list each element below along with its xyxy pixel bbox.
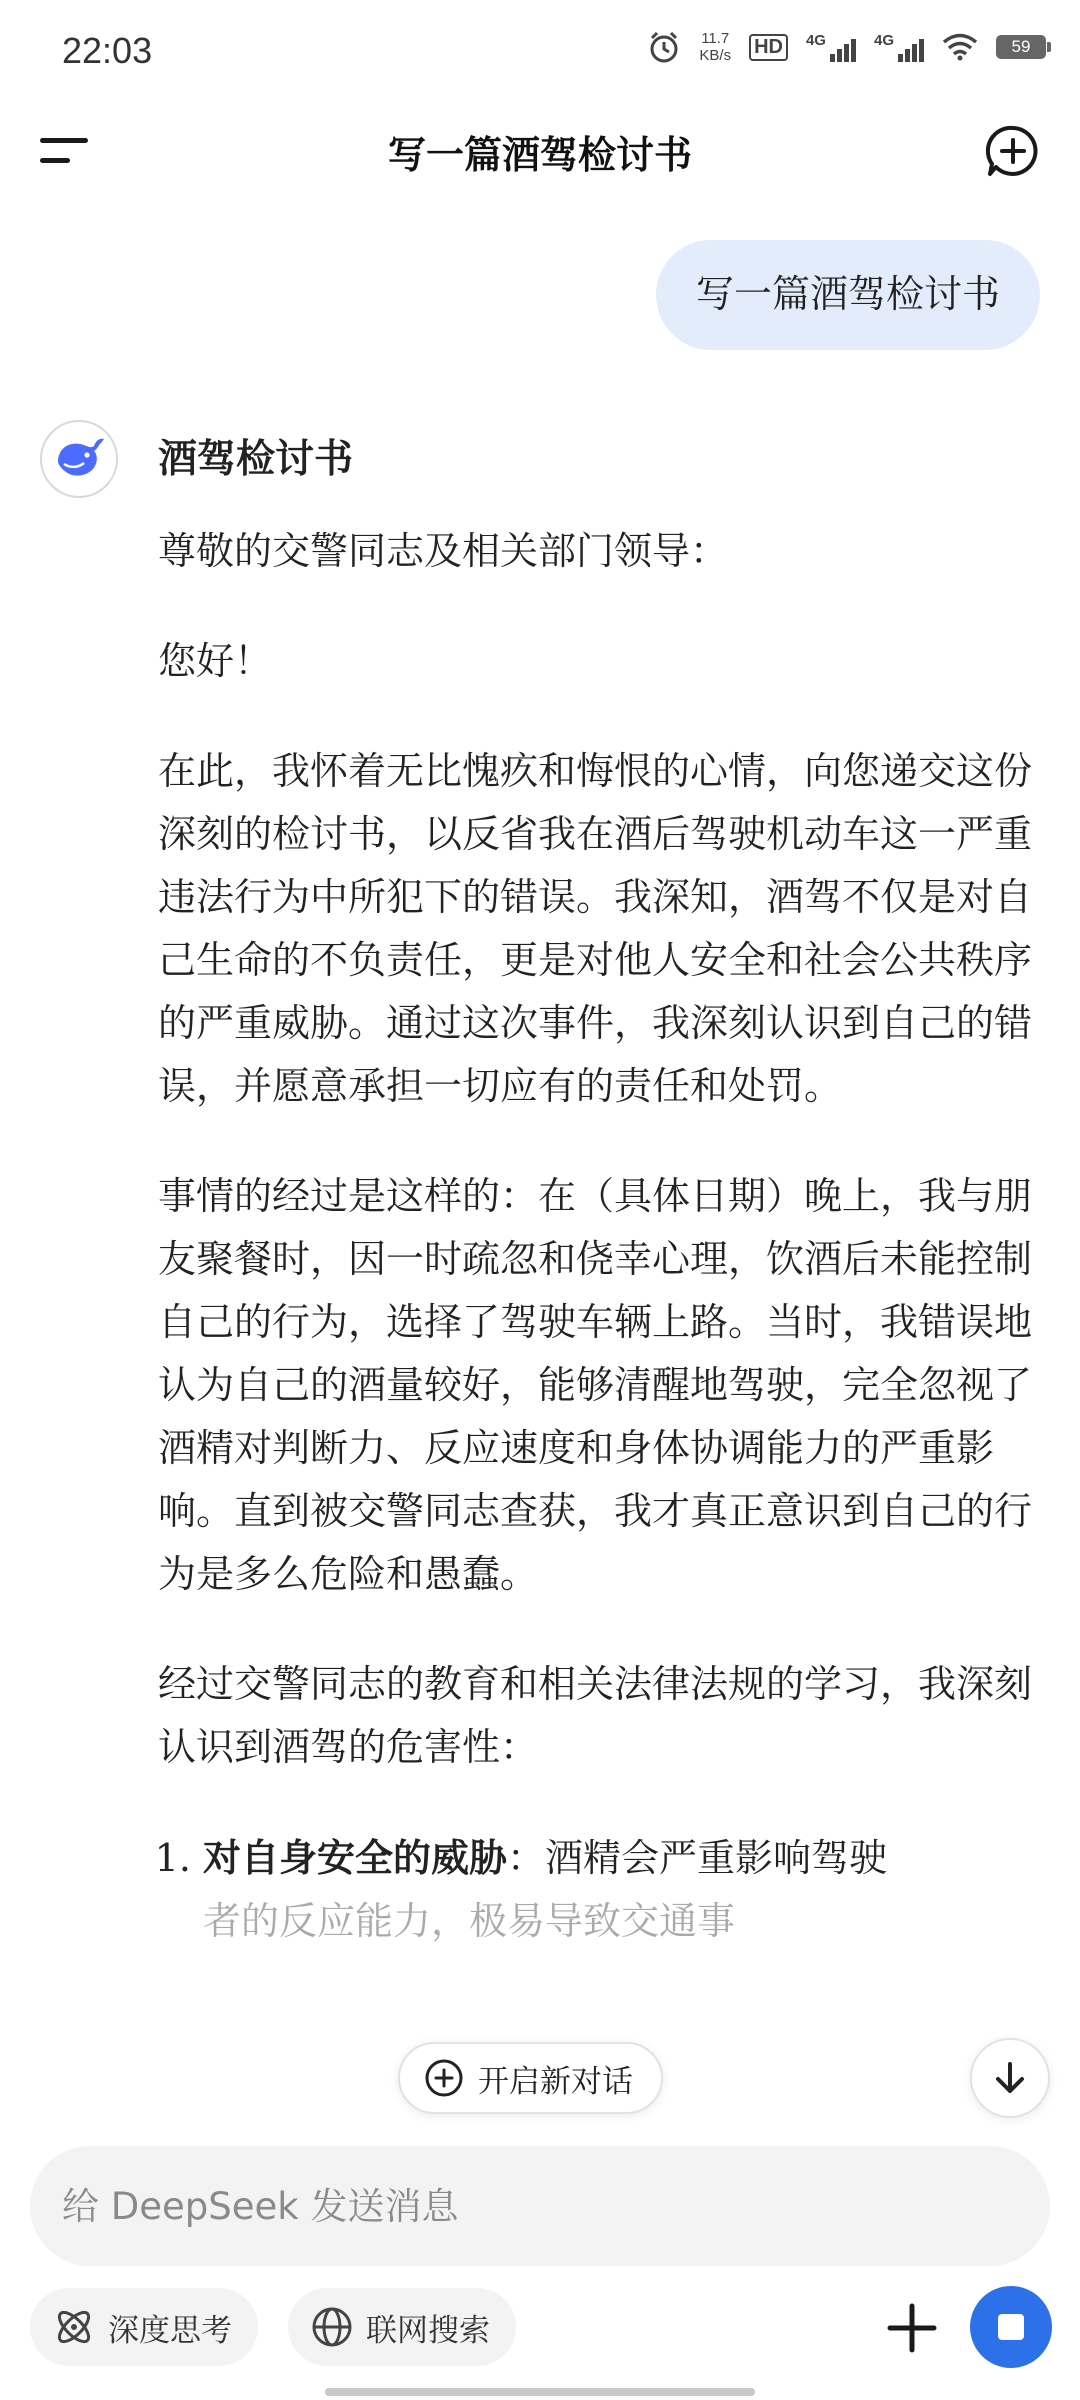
status-time: 22:03 xyxy=(62,30,153,71)
plus-circle-icon xyxy=(424,2058,464,2098)
list-item-bold: 对自身安全的威胁 xyxy=(203,1835,508,1880)
battery-indicator: 59 xyxy=(996,35,1046,59)
deep-think-label: 深度思考 xyxy=(108,2312,232,2349)
deepseek-logo-icon xyxy=(42,422,116,496)
arrow-down-icon xyxy=(990,2058,1030,2098)
message-input[interactable] xyxy=(30,2146,1050,2266)
user-message-bubble: 写一篇酒驾检讨书 xyxy=(656,240,1040,350)
list-item xyxy=(203,1826,1048,1953)
alarm-icon xyxy=(647,30,681,64)
assistant-avatar xyxy=(40,420,118,498)
answer-paragraph: 在此，我怀着无比愧疚和悔恨的心情，向您递交这份深刻的检讨书，以反省我在酒后驾驶机动车这一严重违法行为中所犯下的错误。我深知，酒驾不仅是对自己生命的不负责任，更是对他人安全和社会公共秩序的严重威胁。通过这次事件，我深刻认识到自己的错误，并愿意承担一切应有的责任和处罚。 xyxy=(158,749,1033,1108)
answer-paragraph: 您好！ xyxy=(158,639,273,683)
stop-button[interactable] xyxy=(970,2286,1052,2368)
deep-think-toggle[interactable] xyxy=(30,2288,258,2366)
hd-badge: HD xyxy=(749,34,788,61)
new-chat-button[interactable] xyxy=(398,2042,663,2114)
status-bar xyxy=(0,0,1080,100)
web-search-toggle[interactable] xyxy=(288,2288,516,2366)
answer-list xyxy=(158,1826,1048,1953)
answer-paragraph: 尊敬的交警同志及相关部门领导： xyxy=(158,529,729,573)
atom-icon xyxy=(52,2305,96,2349)
list-item-text: ：酒精会严重影响驾驶 xyxy=(507,1836,888,1880)
assistant-answer xyxy=(158,420,1048,1953)
globe-icon xyxy=(310,2305,354,2349)
network-speed: 11.7 KB/s xyxy=(699,30,732,64)
page-title: 写一篇酒驾检讨书 xyxy=(387,135,692,177)
answer-paragraph: 事情的经过是这样的：在（具体日期）晚上，我与朋友聚餐时，因一时疏忽和侥幸心理，饮酒后未能控制自己的行为，选择了驾驶车辆上路。当时，我错误地认为自己的酒量较好，能够清醒地驾驶，完全忽视了酒精对判断力、反应速度和身体协调能力的严重影响。直到被交警同志查获，我才真正意识到自己的行为是多么危险和愚蠢。 xyxy=(158,1174,1033,1596)
plus-icon[interactable] xyxy=(882,2298,942,2358)
stop-icon xyxy=(998,2314,1024,2340)
new-chat-icon[interactable] xyxy=(986,124,1040,178)
home-indicator xyxy=(325,2388,755,2396)
wifi-icon xyxy=(942,33,978,61)
new-chat-label: 开启新对话 xyxy=(478,2063,633,2100)
signal-2: 4G xyxy=(874,32,924,62)
scroll-to-bottom-button[interactable] xyxy=(970,2038,1050,2118)
status-icons xyxy=(647,30,1046,64)
signal-1: 4G xyxy=(806,32,856,62)
answer-heading: 酒驾检讨书 xyxy=(158,436,354,482)
list-item-continued: 者的反应能力，极易导致交通事 xyxy=(203,1899,736,1943)
web-search-label: 联网搜索 xyxy=(366,2312,490,2349)
answer-paragraph: 经过交警同志的教育和相关法律法规的学习，我深刻认识到酒驾的危害性： xyxy=(158,1662,1033,1769)
top-bar xyxy=(0,100,1080,200)
